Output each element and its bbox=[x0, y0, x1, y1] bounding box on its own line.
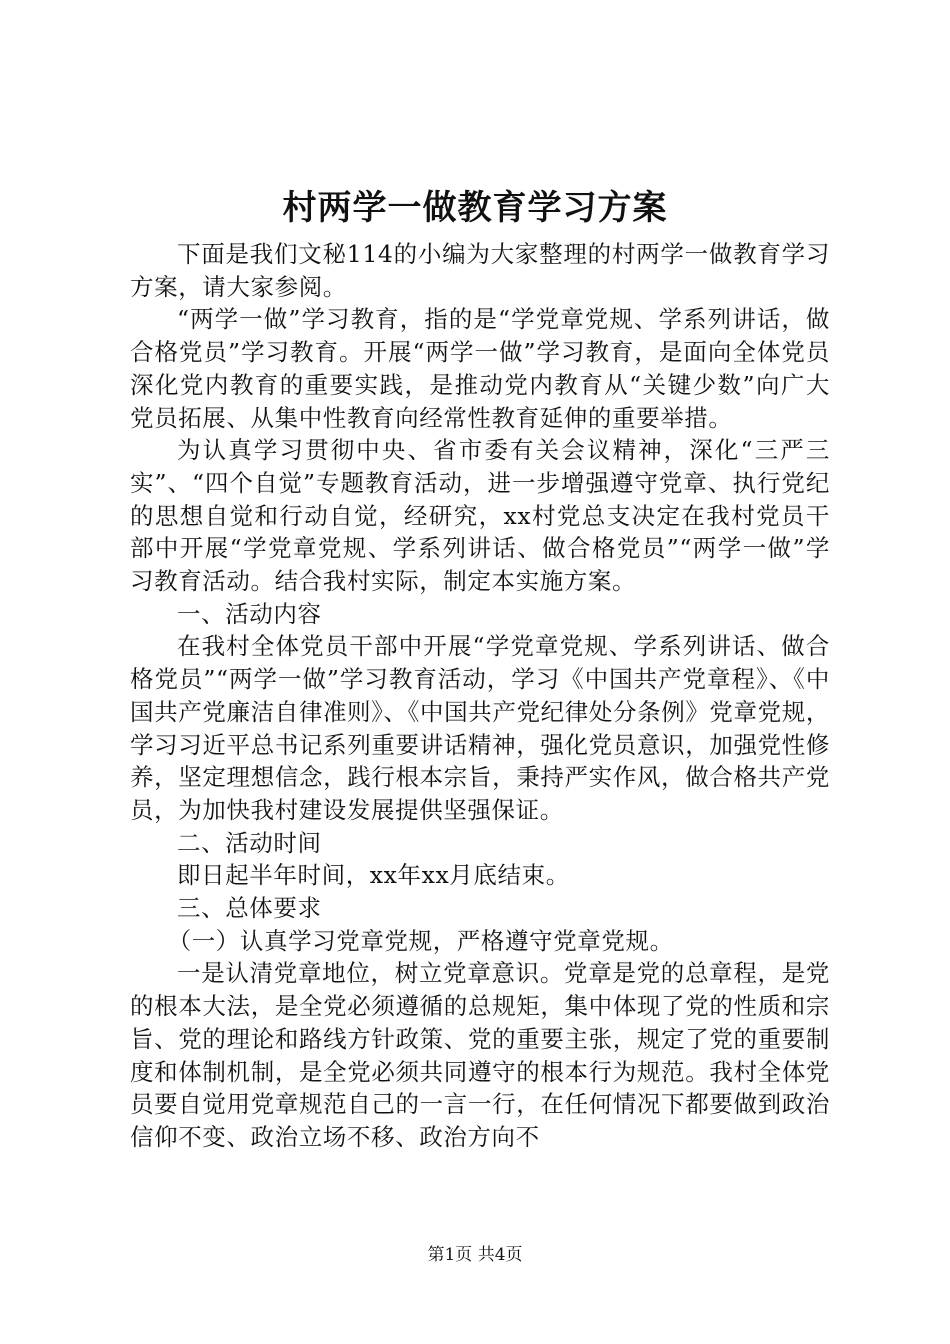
paragraph-purpose: 为认真学习贯彻中央、省市委有关会议精神，深化“三严三实”、“四个自觉”专题教育活动，进一步增强遵守党章、执行党纪的思想自觉和行动自觉，经研究，xx村党总支决定在我村党员干部中开展“学党章党规、学系列讲话、做合格党员”“两学一做”学习教育活动。结合我村实际，制定本实施方案。 bbox=[130, 436, 830, 596]
section-heading-content: 一、活动内容 bbox=[177, 599, 322, 628]
paragraph-intro: 下面是我们文秘114的小编为大家整理的村两学一做教育学习方案，请大家参阅。 bbox=[130, 240, 830, 301]
paragraph-time: 即日起半年时间，xx年xx月底结束。 bbox=[177, 861, 570, 890]
section-heading-requirements: 三、总体要求 bbox=[177, 894, 322, 923]
page-footer: 第1页 共4页 bbox=[427, 1245, 523, 1265]
document-title: 村两学一做教育学习方案 bbox=[282, 188, 668, 228]
subsection-heading-1: （一）认真学习党章党规，严格遵守党章党规。 bbox=[167, 926, 674, 955]
paragraph-requirement-1: 一是认清党章地位，树立党章意识。党章是党的总章程，是党的根本大法，是全党必须遵循的总规矩，集中体现了党的性质和宗旨、党的理论和路线方针政策、党的重要主张，规定了党的重要制度和体制机制，是全党必须共同遵守的根本行为规范。我村全体党员要自觉用党章规范自己的一言一行，在任何情况下都要做到政治信仰不变、政治立场不移、政治方向不 bbox=[130, 959, 830, 1151]
document-body bbox=[130, 238, 830, 1154]
paragraph-definition: “两学一做”学习教育，指的是“学党章党规、学系列讲话，做合格党员”学习教育。开展“两学一做”学习教育，是面向全体党员深化党内教育的重要实践，是推动党内教育从“关键少数”向广大党员拓展、从集中性教育向经常性教育延伸的重要举措。 bbox=[130, 305, 830, 432]
section-heading-time: 二、活动时间 bbox=[177, 828, 322, 857]
paragraph-content: 在我村全体党员干部中开展“学党章党规、学系列讲话、做合格党员”“两学一做”学习教育活动，学习《中国共产党章程》、《中国共产党廉洁自律准则》、《中国共产党纪律处分条例》党章党规，学习习近平总书记系列重要讲话精神，强化党员意识，加强党性修养，坚定理想信念，践行根本宗旨，秉持严实作风，做合格共产党员，为加快我村建设发展提供坚强保证。 bbox=[130, 632, 830, 824]
